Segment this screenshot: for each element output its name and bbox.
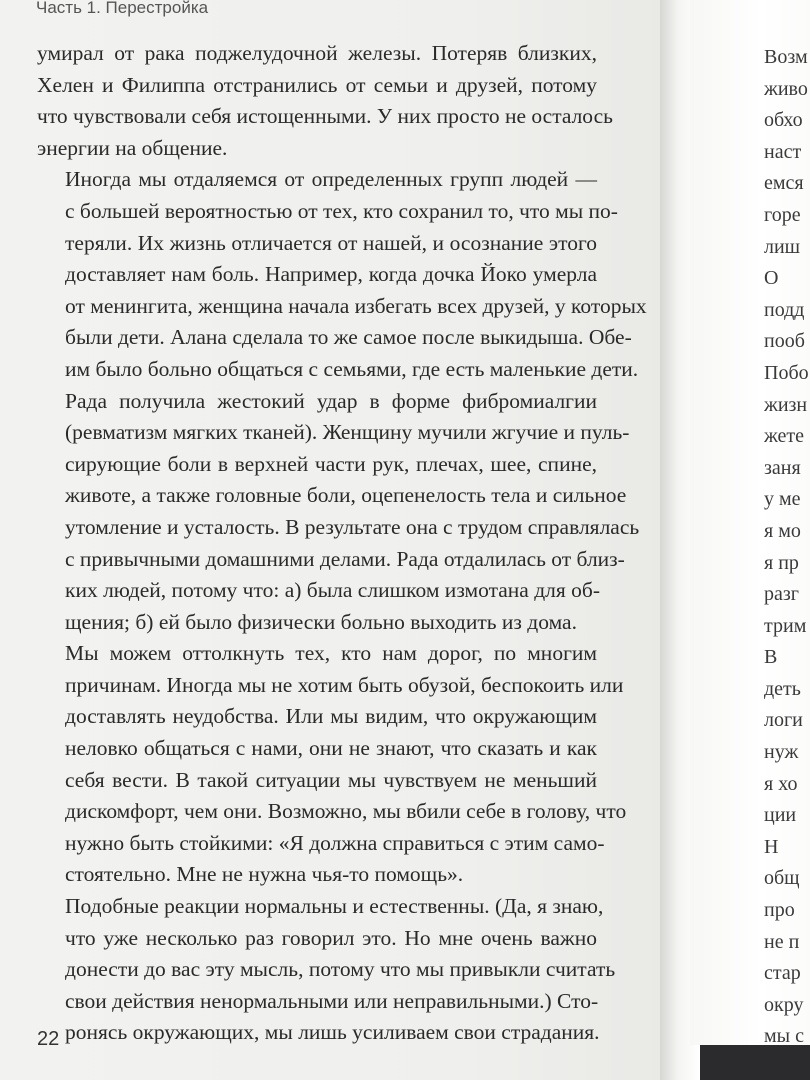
text-line: ких людей, потому что: а) была слишком измотана для об- <box>65 578 600 603</box>
right-page-line: В <box>764 646 778 669</box>
text-line: ронясь окружающих, мы лишь усиливаем свои страдания. <box>65 1020 600 1045</box>
right-page-line: жете <box>764 425 805 448</box>
text-line: что уже несколько раз говорил это. Но мне очень важно <box>65 925 597 950</box>
text-line: сирующие боли в верхней части рук, плечах, шее, спине, <box>65 451 597 476</box>
text-line: Иногда мы отдаляемся от определенных групп людей — <box>65 167 597 192</box>
right-page-line: разг <box>764 583 799 606</box>
right-page-line: я пр <box>764 551 799 574</box>
right-page-line: про <box>764 899 795 922</box>
text-line: нужно быть стойкими: «Я должна справиться с этим само- <box>65 830 605 855</box>
right-page-line: Возм <box>764 46 808 68</box>
paragraph <box>37 891 616 1049</box>
text-line: с привычными домашними делами. Рада отдалилась от близ- <box>65 546 625 571</box>
text-line: донести до вас эту мысль, потому что мы привыкли считать <box>65 957 616 982</box>
right-page-line: логи <box>764 709 803 732</box>
right-page-line: лиш <box>764 235 801 258</box>
text-line: с большей вероятностью от тех, кто сохранил то, что мы по- <box>65 198 618 223</box>
right-page-line: стар <box>764 962 801 985</box>
text-line: (ревматизм мягких тканей). Женщину мучили жгучие и пуль- <box>65 420 630 445</box>
text-line: дискомфорт, чем они. Возможно, мы вбили себе в голову, что <box>65 799 627 824</box>
right-page-line: деть <box>764 677 801 700</box>
text-line: были дети. Алана сделала то же самое после выкидыша. Обе- <box>65 325 632 350</box>
text-line: что чувствовали себя истощенными. У них просто не осталось <box>37 104 613 129</box>
right-page-line: трим <box>764 614 807 637</box>
right-page-line: жизн <box>764 393 808 416</box>
text-line: Мы можем оттолкнуть тех, кто нам дорог, по многим <box>65 641 597 666</box>
paragraph <box>37 38 613 164</box>
text-line: энергии на общение. <box>37 135 228 160</box>
right-page-line: заня <box>764 456 801 479</box>
right-page-line: наст <box>764 140 802 163</box>
text-line: щения; б) ей было физически больно выходить из дома. <box>65 609 577 634</box>
text-line: стоятельно. Мне не нужна чья-то помощь». <box>65 862 464 887</box>
right-page-line: мы с <box>764 1025 804 1048</box>
text-line: доставлять неудобства. Или мы видим, что окружающим <box>65 704 597 729</box>
right-page-line: я мо <box>764 519 801 542</box>
paragraph <box>37 164 647 385</box>
text-line: себя вести. В такой ситуации мы чувствуем не меньший <box>65 767 597 792</box>
page-number: 22 <box>37 1028 60 1050</box>
paragraph <box>37 638 627 891</box>
text-line: умирал от рака поджелудочной железы. Потеряв близких, <box>37 41 597 65</box>
right-page-line: пооб <box>764 330 805 353</box>
text-line: им было больно общаться с семьями, где есть маленькие дети. <box>65 356 639 381</box>
text-line: доставляет нам боль. Например, когда дочка Йоко умерла <box>65 262 597 287</box>
text-line: Хелен и Филиппа отстранились от семьи и друзей, потому <box>37 72 597 97</box>
right-page-line: горе <box>764 203 801 226</box>
body-text <box>37 38 647 1049</box>
text-line: животе, а также головные боли, оцепенелость тела и сильное <box>65 483 627 508</box>
text-line: Рада получила жестокий удар в форме фибромиалгии <box>65 388 597 413</box>
right-page-line: Побо <box>764 361 809 384</box>
right-page-line: живо <box>764 77 808 100</box>
paragraph <box>37 386 640 639</box>
right-page-line: Н <box>764 835 779 858</box>
right-page-text <box>764 42 810 1053</box>
right-page-line: О <box>764 267 779 290</box>
right-page-line: у ме <box>764 488 801 511</box>
text-line: неловко общаться с нами, они не знают, что сказать и как <box>65 736 597 761</box>
text-line: теряли. Их жизнь отличается от нашей, и осознание этого <box>65 230 597 255</box>
right-page-line: окру <box>764 993 804 1016</box>
text-line: свои действия ненормальными или неправильными.) Сто- <box>65 988 599 1013</box>
right-page-line: не п <box>764 930 800 953</box>
text-line: причинам. Иногда мы не хотим быть обузой, беспокоить или <box>65 672 624 697</box>
text-line: Подобные реакции нормальны и естественны. (Да, я знаю, <box>65 894 604 919</box>
right-page-line: нуж <box>764 741 799 764</box>
right-page-line: ции <box>764 804 797 827</box>
right-page-line: общ <box>764 867 800 890</box>
text-line: от менингита, женщина начала избегать всех друзей, у которых <box>65 293 647 318</box>
right-page-line: подд <box>764 298 805 321</box>
running-head: Часть 1. Перестройка <box>36 0 209 17</box>
right-page-line: емся <box>764 172 804 195</box>
right-page-line: я хо <box>764 772 798 795</box>
right-page-line: обхо <box>764 109 803 132</box>
text-line: утомление и усталость. В результате она с трудом справлялась <box>65 514 640 539</box>
